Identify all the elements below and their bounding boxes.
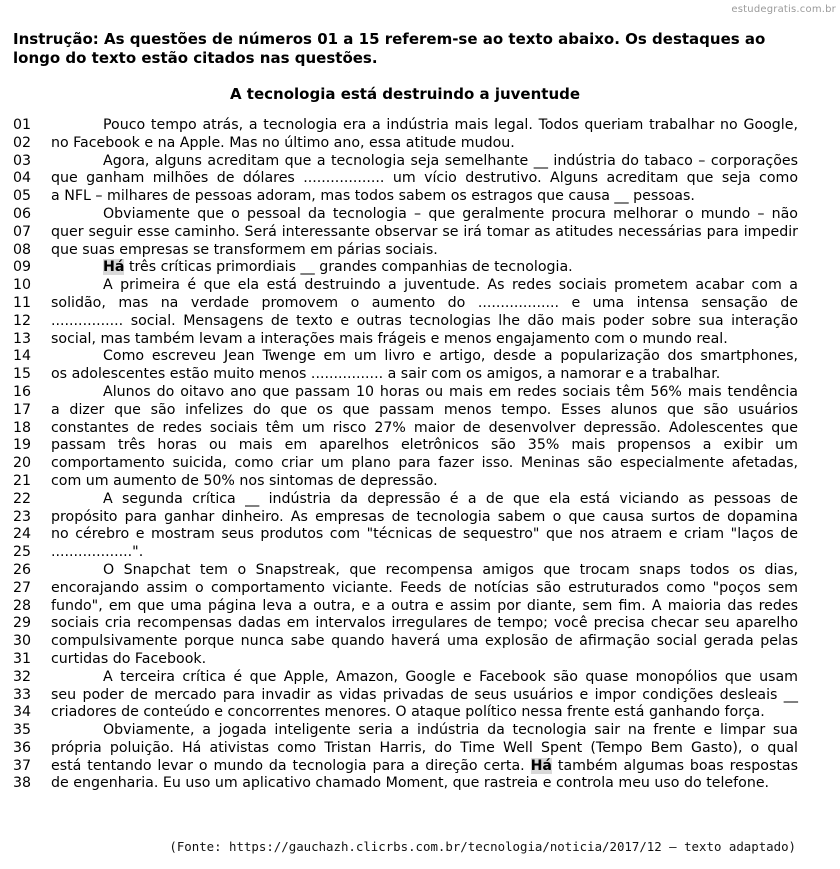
line-text: quer seguir esse caminho. Será interessante observar se irá tomar as atitudes necessárias para impedir [51,223,798,240]
line-text: criadores de conteúdo e concorrentes menores. O ataque político nessa frente está ganhando força. [51,704,765,721]
line-number: 37 [13,757,32,774]
text-line [13,633,798,651]
text-line [13,455,798,473]
line-text: seu poder de mercado para invadir as vidas privadas de seus usuários e impor condições desleais __ [51,686,798,703]
line-text: A segunda crítica __ indústria da depressão é a de que ela está viciando as pessoas de [103,490,798,507]
line-number: 25 [13,544,32,561]
line-text: fundo", em que uma página leva a outra, e a outra e assim por diante, sem fim. A maioria das redes [51,597,798,614]
line-text: constantes de redes sociais têm um risco 27% maior de desenvolver depressão. Adolescentes que [51,419,798,436]
text-line [13,509,798,527]
line-number: 35 [13,722,32,739]
line-number: 17 [13,401,32,418]
line-text: Obviamente que o pessoal da tecnologia – que geralmente procura melhorar o mundo – não [103,205,798,222]
line-number: 23 [13,508,32,525]
text-line [13,135,798,153]
line-text: propósito para ganhar dinheiro. As empresas de tecnologia sabem o que causa surtos de dopamina [51,508,798,525]
line-number: 07 [13,223,32,240]
text-line [13,188,798,206]
text-line [13,615,798,633]
line-number: 16 [13,383,32,400]
line-number: 24 [13,526,32,543]
line-text: ..................". [51,544,144,561]
text-line [13,170,798,188]
text-line [13,775,798,793]
line-number: 11 [13,294,32,311]
line-number: 09 [13,259,32,276]
line-text: Alunos do oitavo ano que passam 10 horas ou mais em redes sociais têm 56% mais tendência [103,383,798,400]
line-text: está tentando levar o mundo da tecnologia para a direção certa. Há também algumas boas respostas [51,757,798,774]
line-text: Pouco tempo atrás, a tecnologia era a indústria mais legal. Todos queriam trabalhar no Google, [103,117,798,133]
line-number: 05 [13,188,32,205]
line-number: 20 [13,455,32,472]
text-line [13,117,798,135]
text-line [13,473,798,491]
line-text: sociais cria recompensas dadas em intervalos irregulares de tempo; você precisa checar seu aparelho [51,615,798,632]
line-number: 18 [13,419,32,436]
line-text: encorajando assim o comportamento viciante. Feeds de notícias são estruturados como "poços sem [51,579,798,596]
line-text: de engenharia. Eu uso um aplicativo chamado Moment, que rastreia e controla meu uso do telefone. [51,775,770,792]
text-line [13,758,798,776]
text-line [13,580,798,598]
line-number: 19 [13,437,32,454]
line-text: os adolescentes estão muito menos ................ a sair com os amigos, a namorar e a trabalhar. [51,366,721,383]
line-number: 04 [13,170,32,187]
text-line [13,669,798,687]
text-line [13,224,798,242]
line-text: que suas empresas se transformem em párias sociais. [51,241,438,258]
text-line [13,740,798,758]
text-line [13,242,798,260]
line-text: Agora, alguns acreditam que a tecnologia seja semelhante __ indústria do tabaco – corporações [103,152,798,169]
numbered-text-body [13,117,798,793]
text-line [13,598,798,616]
line-number: 36 [13,739,32,756]
text-line [13,366,798,384]
text-line [13,437,798,455]
text-line [13,331,798,349]
line-text: Como escreveu Jean Twenge em um livro e artigo, desde a popularização dos smartphones, [103,348,798,365]
line-text: que ganham milhões de dólares .................. um vício destrutivo. Alguns acreditam que seja como [51,170,798,187]
line-number: 29 [13,615,32,632]
text-line [13,420,798,438]
line-text: a NFL – milhares de pessoas adoram, mas todos sabem os estragos que causa __ pessoas. [51,188,695,205]
line-number: 08 [13,241,32,258]
line-number: 31 [13,650,32,667]
line-text: Obviamente, a jogada inteligente seria a indústria da tecnologia sair na frente e limpar sua [103,722,798,739]
text-line [13,562,798,580]
line-number: 30 [13,633,32,650]
text-line [13,402,798,420]
text-line [13,277,798,295]
text-line [13,651,798,669]
text-line [13,722,798,740]
line-number: 02 [13,134,32,151]
line-text: ................ social. Mensagens de texto e outras tecnologias lhe dão mais poder sobre sua interação [51,312,798,329]
line-number: 12 [13,312,32,329]
line-text: social, mas também levam a interações mais frágeis e menos engajamento com o mundo real. [51,330,728,347]
text-line [13,313,798,331]
line-number: 28 [13,597,32,614]
article-title: A tecnologia está destruindo a juventude [229,85,581,103]
line-number: 27 [13,579,32,596]
text-line [13,544,798,562]
text-line [13,526,798,544]
line-number: 03 [13,152,32,169]
line-text: com um aumento de 50% nos sintomas de depressão. [51,472,438,489]
line-number: 33 [13,686,32,703]
site-watermark: estudegratis.com.br [731,4,836,15]
line-number: 01 [13,117,32,133]
line-number: 14 [13,348,32,365]
instruction-text: Instrução: As questões de números 01 a 15 referem-se ao texto abaixo. Os destaques ao longo do texto estão citados nas questões. [13,30,766,67]
line-number: 32 [13,668,32,685]
line-text: curtidas do Facebook. [51,650,207,667]
text-line [13,687,798,705]
line-number: 38 [13,775,32,792]
text-line [13,259,798,277]
text-line [13,491,798,509]
line-number: 21 [13,472,32,489]
line-number: 34 [13,704,32,721]
line-number: 26 [13,561,32,578]
line-text: comportamento suicida, como criar um plano para fazer isso. Meninas são especialmente afetadas, [51,455,798,472]
source-citation: (Fonte: https://gauchazh.clicrbs.com.br/tecnologia/noticia/2017/12 – texto adaptado) [169,839,796,854]
text-line [13,153,798,171]
text-line [13,348,798,366]
line-text: no cérebro e mostram seus produtos com "técnicas de sequestro" que nos atraem e criam "laços de [51,526,798,543]
text-line [13,704,798,722]
line-text: A primeira é que ela está destruindo a juventude. As redes sociais prometem acabar com a [103,277,798,294]
line-text: Há três críticas primordiais __ grandes companhias de tecnologia. [103,259,573,276]
line-number: 22 [13,490,32,507]
text-line [13,295,798,313]
line-number: 10 [13,277,32,294]
line-text: passam três horas ou mais em aparelhos eletrônicos são 35% mais propensos a exibir um [51,437,798,454]
line-number: 15 [13,366,32,383]
line-text: a dizer que são infelizes do que os que passam menos tempo. Esses alunos que são usuários [51,401,798,418]
text-line [13,384,798,402]
line-text: própria poluição. Há ativistas como Tristan Harris, do Time Well Spent (Tempo Bem Gasto), o qual [51,739,798,756]
text-line [13,206,798,224]
line-number: 13 [13,330,32,347]
line-text: A terceira crítica é que Apple, Amazon, Google e Facebook são quase monopólios que usam [103,668,798,685]
highlighted-word: Há [530,757,553,774]
line-text: no Facebook e na Apple. Mas no último ano, essa atitude mudou. [51,134,515,151]
line-text: O Snapchat tem o Snapstreak, que recompensa amigos que trocam snaps todos os dias, [103,561,798,578]
line-number: 06 [13,205,32,222]
highlighted-word: Há [103,259,125,276]
line-text: solidão, mas na verdade promovem o aumento do .................. e uma intensa sensação de [51,294,798,311]
line-text: compulsivamente porque nunca sabe quando haverá uma explosão de afirmação social gerada pelas [51,633,798,650]
